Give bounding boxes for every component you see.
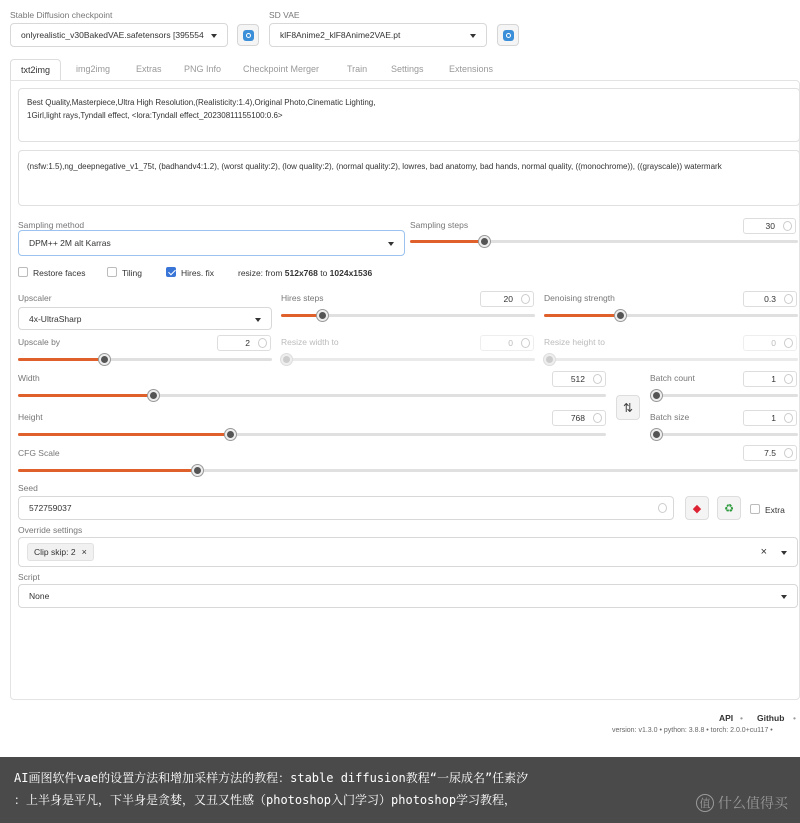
- chevron-down-icon: [388, 242, 394, 246]
- reuse-seed-button[interactable]: [717, 496, 741, 520]
- hires-steps-slider[interactable]: [281, 314, 535, 317]
- batch-size-input[interactable]: [743, 410, 797, 426]
- slider-thumb[interactable]: [317, 310, 328, 321]
- height-slider[interactable]: [18, 433, 606, 436]
- footer-separator: •: [740, 713, 743, 723]
- hires-steps-input[interactable]: [480, 291, 534, 307]
- slider-fill: [544, 314, 620, 317]
- sampling-steps-value: 30: [765, 221, 775, 231]
- tab-settings[interactable]: Settings: [391, 64, 424, 74]
- clip-skip-chip[interactable]: [27, 543, 94, 561]
- batch-count-input[interactable]: [743, 371, 797, 387]
- slider-fill: [18, 469, 197, 472]
- spinner-icon: [783, 221, 792, 231]
- restore-faces-label: Restore faces: [33, 268, 86, 278]
- github-link[interactable]: Github: [757, 713, 785, 723]
- prompt-textarea[interactable]: [18, 88, 800, 142]
- tab-txt2img[interactable]: txt2img: [10, 59, 61, 81]
- watermark-text: 什么值得买: [718, 795, 788, 811]
- sampling-method-dropdown[interactable]: [18, 230, 405, 256]
- upscaler-value: 4x-UltraSharp: [29, 313, 82, 324]
- slider-fill: [18, 358, 104, 361]
- tab-train[interactable]: Train: [347, 64, 368, 74]
- batch-count-slider[interactable]: [655, 394, 798, 397]
- spinner-icon: [521, 294, 530, 304]
- upscale-by-value: 2: [245, 338, 250, 348]
- batch-count-label: Batch count: [650, 373, 695, 383]
- tab-png-info[interactable]: PNG Info: [184, 64, 222, 74]
- width-value: 512: [570, 374, 585, 384]
- sampling-steps-label: Sampling steps: [410, 220, 469, 230]
- upscaler-dropdown[interactable]: [18, 307, 272, 330]
- upscaler-label: Upscaler: [18, 293, 52, 303]
- vae-label: SD VAE: [269, 10, 300, 20]
- refresh-icon: [503, 30, 514, 41]
- tab-checkpoint-merger[interactable]: Checkpoint Merger: [243, 64, 320, 74]
- restore-faces-checkbox[interactable]: [18, 267, 28, 277]
- slider-fill: [18, 433, 230, 436]
- width-slider[interactable]: [18, 394, 606, 397]
- negative-prompt-text: (nsfw:1.5),ng_deepnegative_v1_75t, (badhandv4:1.2), (worst quality:2), (low quality:2), (normal quality:2), lowres, bad anatomy, bad hands, normal quality, ((monochrome)), ((grayscale)) watermark: [27, 162, 722, 171]
- seed-input[interactable]: [18, 496, 674, 520]
- spinner-icon: [784, 338, 793, 348]
- refresh-vae-button[interactable]: [497, 24, 519, 46]
- resize-width-value: 0: [508, 338, 513, 348]
- cfg-scale-value: 7.5: [764, 448, 776, 458]
- override-settings-label: Override settings: [18, 525, 83, 535]
- prompt-line-2: 1Girl,light rays,Tyndall effect, <lora:Tyndall effect_20230811155100:0.6>: [27, 111, 283, 120]
- width-input[interactable]: [552, 371, 606, 387]
- batch-size-slider[interactable]: [655, 433, 798, 436]
- chip-label: Clip skip: 2: [34, 547, 76, 557]
- chevron-down-icon: [470, 34, 476, 38]
- batch-count-value: 1: [771, 374, 776, 384]
- tiling-label: Tiling: [122, 268, 142, 278]
- width-label: Width: [18, 373, 40, 383]
- dice-icon: ◆: [692, 502, 702, 515]
- tiling-checkbox[interactable]: [107, 267, 117, 277]
- spinner-icon: [658, 503, 667, 513]
- script-dropdown[interactable]: [18, 584, 798, 608]
- upscale-by-input[interactable]: [217, 335, 271, 351]
- seed-label: Seed: [18, 483, 38, 493]
- close-icon[interactable]: ×: [81, 547, 87, 557]
- resize-prefix: resize: from: [238, 268, 285, 278]
- refresh-checkpoint-button[interactable]: [237, 24, 259, 46]
- vae-value: klF8Anime2_klF8Anime2VAE.pt: [280, 30, 401, 40]
- resize-height-value: 0: [771, 338, 776, 348]
- prompt-line-1: Best Quality,Masterpiece,Ultra High Resolution,(Realisticity:1.4),Original Photo,Cinematic Lighting,: [27, 98, 376, 107]
- upscale-by-slider[interactable]: [18, 358, 272, 361]
- slider-fill: [410, 240, 484, 243]
- upscale-by-label: Upscale by: [18, 337, 61, 347]
- clear-icon[interactable]: ×: [760, 546, 767, 558]
- checkpoint-value: onlyrealistic_v30BakedVAE.safetensors [395554: [21, 30, 204, 40]
- batch-size-value: 1: [771, 413, 776, 423]
- height-label: Height: [18, 412, 43, 422]
- slider-fill: [281, 314, 322, 317]
- resize-width-label: Resize width to: [281, 337, 339, 347]
- spinner-icon: [593, 413, 602, 423]
- tab-img2img[interactable]: img2img: [76, 64, 111, 74]
- footer-separator: •: [793, 713, 796, 723]
- extra-seed-checkbox[interactable]: [750, 504, 760, 514]
- checkpoint-label: Stable Diffusion checkpoint: [10, 10, 113, 20]
- version-info: version: v1.3.0 • python: 3.8.8 • torch: 2.0.0+cu117 •: [612, 727, 773, 734]
- hires-fix-label: Hires. fix: [181, 268, 215, 278]
- denoising-slider[interactable]: [544, 314, 798, 317]
- tab-extensions[interactable]: Extensions: [449, 64, 494, 74]
- recycle-icon: ♻: [724, 502, 734, 515]
- hires-steps-label: Hires steps: [281, 293, 324, 303]
- resize-width-input[interactable]: [480, 335, 534, 351]
- caption-line-1: AI画图软件vae的设置方法和增加采样方法的教程：stable diffusion教程“一尿成名”任素汐: [14, 771, 529, 785]
- spinner-icon: [784, 413, 793, 423]
- watermark-logo-icon: 值: [696, 794, 714, 812]
- spinner-icon: [258, 338, 267, 348]
- extra-label: Extra: [765, 505, 785, 515]
- resize-height-slider[interactable]: [544, 358, 798, 361]
- slider-thumb[interactable]: [544, 354, 555, 365]
- watermark: [696, 793, 788, 813]
- refresh-icon: [243, 30, 254, 41]
- caption-text: [14, 767, 654, 811]
- denoising-input[interactable]: [743, 291, 797, 307]
- spinner-icon: [784, 374, 793, 384]
- caption-banner: [0, 757, 800, 823]
- sampling-steps-slider[interactable]: [410, 240, 798, 243]
- sampling-method-value: DPM++ 2M alt Karras: [29, 238, 111, 248]
- cfg-scale-input[interactable]: [743, 445, 797, 461]
- resize-to-word: to: [317, 268, 330, 278]
- seed-value: 572759037: [29, 503, 72, 513]
- slider-thumb[interactable]: [479, 236, 490, 247]
- hires-steps-value: 20: [503, 294, 513, 304]
- resize-width-slider[interactable]: [281, 358, 535, 361]
- resize-info: [238, 268, 372, 278]
- denoising-label: Denoising strength: [544, 293, 615, 303]
- caption-line-2: ：上半身是平凡，下半身是贪婪，又丑又性感（photoshop入门学习）photoshop学习教程，: [14, 793, 517, 807]
- swap-dimensions-button[interactable]: [616, 395, 640, 420]
- height-value: 768: [570, 413, 585, 423]
- spinner-icon: [784, 294, 793, 304]
- negative-prompt-textarea[interactable]: [18, 150, 800, 206]
- override-settings-input[interactable]: [18, 537, 798, 567]
- resize-height-label: Resize height to: [544, 337, 605, 347]
- spinner-icon: [593, 374, 602, 384]
- script-label: Script: [18, 572, 40, 582]
- resize-height-input[interactable]: [743, 335, 797, 351]
- chevron-down-icon: [255, 318, 261, 322]
- swap-icon: ⇅: [622, 400, 634, 415]
- denoising-value: 0.3: [764, 294, 776, 304]
- sampling-method-label: Sampling method: [18, 220, 85, 230]
- chevron-down-icon: [781, 595, 787, 599]
- resize-from: 512x768: [284, 268, 318, 278]
- cfg-scale-label: CFG Scale: [18, 448, 60, 458]
- tab-extras[interactable]: Extras: [136, 64, 162, 74]
- script-value: None: [29, 591, 50, 601]
- spinner-icon: [521, 338, 530, 348]
- batch-size-label: Batch size: [650, 412, 690, 422]
- cfg-scale-slider[interactable]: [18, 469, 798, 472]
- slider-fill: [18, 394, 153, 397]
- resize-to: 1024x1536: [329, 268, 373, 278]
- sampling-steps-input[interactable]: [743, 218, 796, 234]
- slider-thumb[interactable]: [281, 354, 292, 365]
- hires-fix-checkbox[interactable]: [166, 267, 176, 277]
- chevron-down-icon: [781, 551, 787, 555]
- height-input[interactable]: [552, 410, 606, 426]
- slider-thumb[interactable]: [225, 429, 236, 440]
- spinner-icon: [784, 448, 793, 458]
- random-seed-button[interactable]: [685, 496, 709, 520]
- vae-dropdown[interactable]: [269, 23, 487, 47]
- chevron-down-icon: [211, 34, 217, 38]
- api-link[interactable]: API: [719, 713, 734, 723]
- checkpoint-dropdown[interactable]: [10, 23, 228, 47]
